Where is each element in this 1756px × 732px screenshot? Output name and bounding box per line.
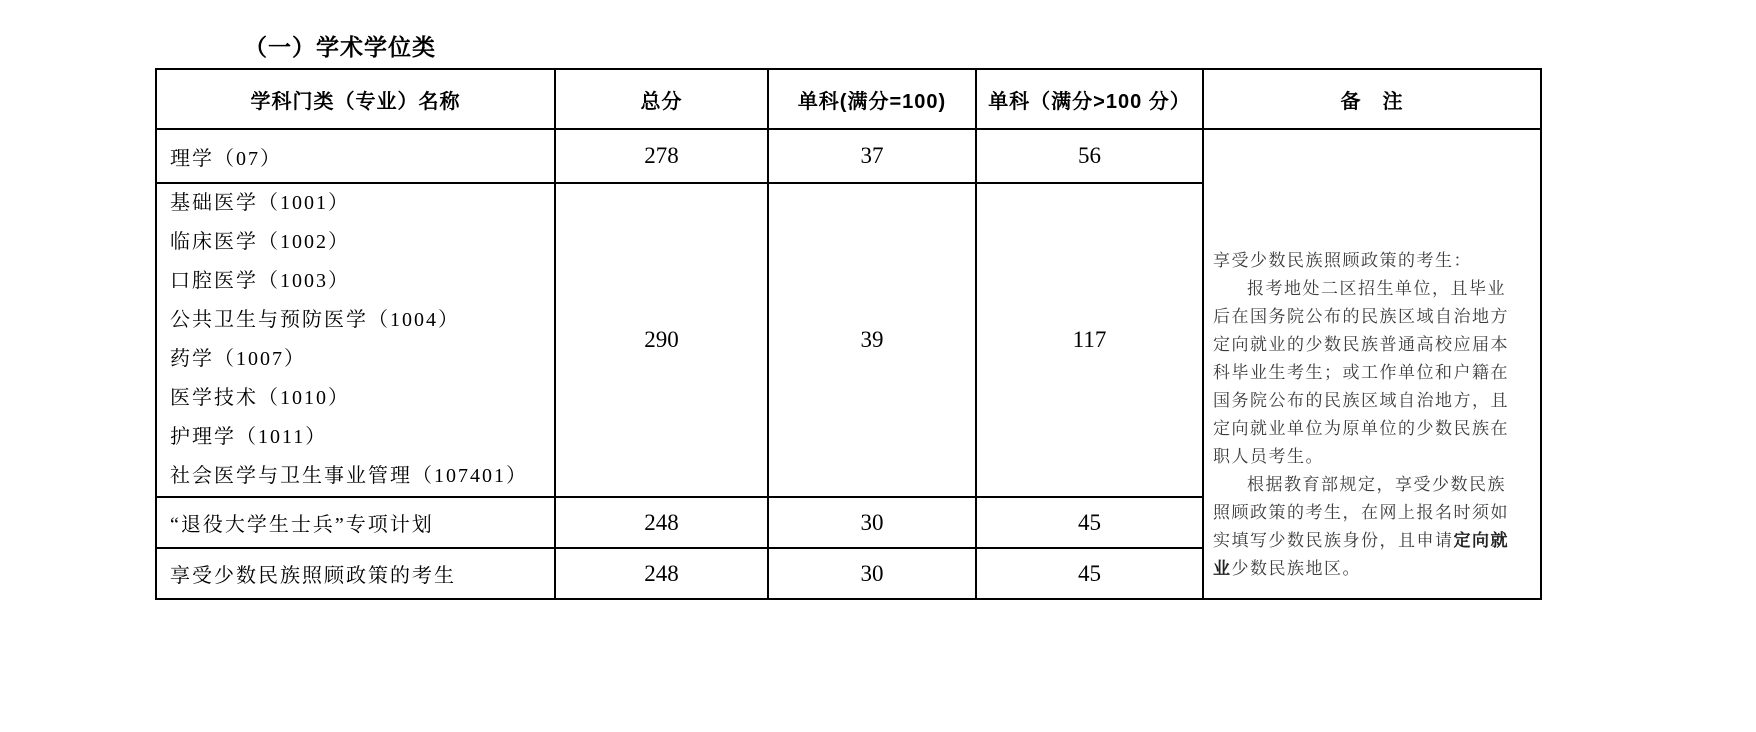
cell-remarks <box>1203 129 1541 599</box>
remark-line: 职人员考生。 <box>1213 446 1324 466</box>
remark-line: 享受少数民族照顾政策的考生： <box>1213 250 1472 270</box>
cell-singlegt100-veteran-plan: 45 <box>976 497 1203 548</box>
remark-line: 后在国务院公布的民族区域自治地方 <box>1213 306 1509 326</box>
cell-total-minority-policy: 248 <box>555 548 768 599</box>
table-row <box>156 129 1541 183</box>
cell-major-science: 理学（07） <box>156 129 555 183</box>
remark-line: 科毕业生考生；或工作单位和户籍在 <box>1213 362 1509 382</box>
remark-line <box>1213 527 1520 555</box>
remark-text: 少数民族地区。 <box>1231 558 1361 578</box>
header-major: 学科门类（专业）名称 <box>156 69 555 129</box>
cell-singlegt100-minority-policy: 45 <box>976 548 1203 599</box>
major-item: 临床医学（1002） <box>170 231 350 253</box>
remark-line: 根据教育部规定，享受少数民族 <box>1247 474 1506 494</box>
cell-single100-minority-policy: 30 <box>768 548 976 599</box>
cell-major-minority-policy: 享受少数民族照顾政策的考生 <box>156 548 555 599</box>
cell-total-science: 278 <box>555 129 768 183</box>
cell-major-veteran-plan: “退役大学生士兵”专项计划 <box>156 497 555 548</box>
header-remarks: 备 注 <box>1203 69 1541 129</box>
cell-single100-veteran-plan: 30 <box>768 497 976 548</box>
header-single-gt100: 单科（满分>100 分） <box>976 69 1203 129</box>
score-cutoff-table <box>155 68 1542 600</box>
remark-text: 实填写少数民族身份，且申请 <box>1213 530 1454 550</box>
header-total-score: 总分 <box>555 69 768 129</box>
major-item: 公共卫生与预防医学（1004） <box>170 309 460 331</box>
major-item: 社会医学与卫生事业管理（107401） <box>170 465 528 487</box>
major-item: 护理学（1011） <box>170 426 328 448</box>
cell-singlegt100-science: 56 <box>976 129 1203 183</box>
section-title: （一）学术学位类 <box>244 34 436 60</box>
remark-line: 定向就业的少数民族普通高校应届本 <box>1213 334 1509 354</box>
major-item: 基础医学（1001） <box>170 192 350 214</box>
header-row <box>156 69 1541 129</box>
cell-single100-medical: 39 <box>768 183 976 497</box>
remark-line <box>1213 555 1520 583</box>
cell-single100-science: 37 <box>768 129 976 183</box>
remark-line: 照顾政策的考生，在网上报名时须如 <box>1213 502 1509 522</box>
remark-line: 国务院公布的民族区域自治地方，且 <box>1213 390 1509 410</box>
cell-total-medical: 290 <box>555 183 768 497</box>
remark-text-emphasis: 定向就 <box>1453 530 1509 550</box>
remark-text-emphasis: 业 <box>1213 558 1232 578</box>
cell-singlegt100-medical: 117 <box>976 183 1203 497</box>
cell-total-veteran-plan: 248 <box>555 497 768 548</box>
major-item: 药学（1007） <box>170 348 306 370</box>
remark-line: 定向就业单位为原单位的少数民族在 <box>1213 418 1509 438</box>
cell-major-medical-group <box>156 183 555 497</box>
major-item: 口腔医学（1003） <box>170 270 350 292</box>
header-single-eq100: 单科(满分=100) <box>768 69 976 129</box>
remark-line: 报考地处二区招生单位，且毕业 <box>1247 278 1506 298</box>
major-item: 医学技术（1010） <box>170 387 350 409</box>
